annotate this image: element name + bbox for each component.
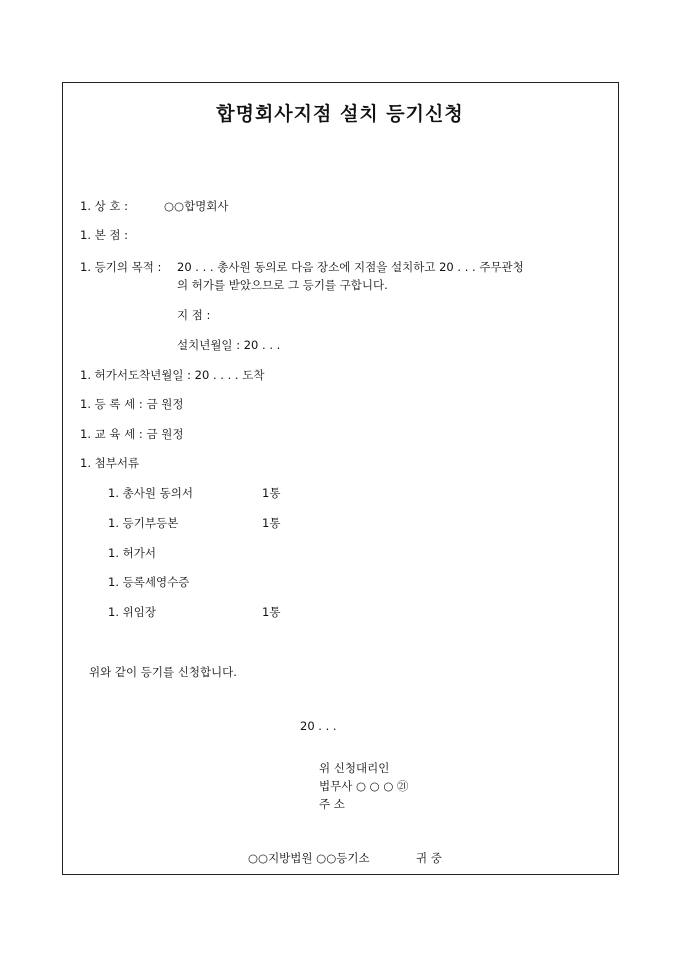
attachment-name: 1. 등기부등본: [108, 516, 179, 530]
document-frame: [62, 82, 619, 875]
addressee-court: ○○지방법원 ○○등기소: [248, 851, 370, 865]
applicant-address-label: 주 소: [319, 797, 345, 811]
purpose-label: 1. 등기의 목적 :: [80, 260, 162, 274]
purpose-line-1: 20 . . . 총사원 동의로 다음 장소에 지점을 설치하고 20 . . . 주무관청: [177, 260, 524, 274]
registration-tax: 1. 등 록 세 : 금 원정: [80, 397, 184, 411]
head-office-label: 1. 본 점 :: [80, 228, 129, 242]
attachment-count: 1통: [262, 486, 281, 500]
branch-label: 지 점 :: [177, 308, 211, 322]
attachment-name: 1. 총사원 동의서: [108, 486, 193, 500]
trade-name-label: 1. 상 호 :: [80, 199, 129, 213]
purpose-line-2: 의 허가를 받았으므로 그 등기를 구합니다.: [177, 278, 388, 292]
applicant-role: 위 신청대리인: [319, 761, 390, 775]
trade-name-value: ○○합명회사: [164, 199, 229, 213]
addressee-honorific: 귀 중: [416, 851, 442, 865]
attachment-name: 1. 등록세영수증: [108, 575, 190, 589]
applicant-name: 법무사 ○ ○ ○ ㉑: [319, 779, 409, 793]
attachments-label: 1. 첨부서류: [80, 456, 140, 470]
statement: 위와 같이 등기를 신청합니다.: [89, 665, 237, 679]
attachment-count: 1통: [262, 516, 281, 530]
attachment-count: 1통: [262, 605, 281, 619]
document-title: 합명회사지점 설치 등기신청: [216, 103, 464, 125]
permit-arrival: 1. 허가서도착년월일 : 20 . . . . 도착: [80, 368, 265, 382]
application-date: 20 . . .: [300, 719, 337, 733]
attachment-name: 1. 위임장: [108, 605, 156, 619]
attachment-name: 1. 허가서: [108, 546, 156, 560]
education-tax: 1. 교 육 세 : 금 원정: [80, 427, 184, 441]
establish-date: 설치년월일 : 20 . . .: [177, 338, 281, 352]
